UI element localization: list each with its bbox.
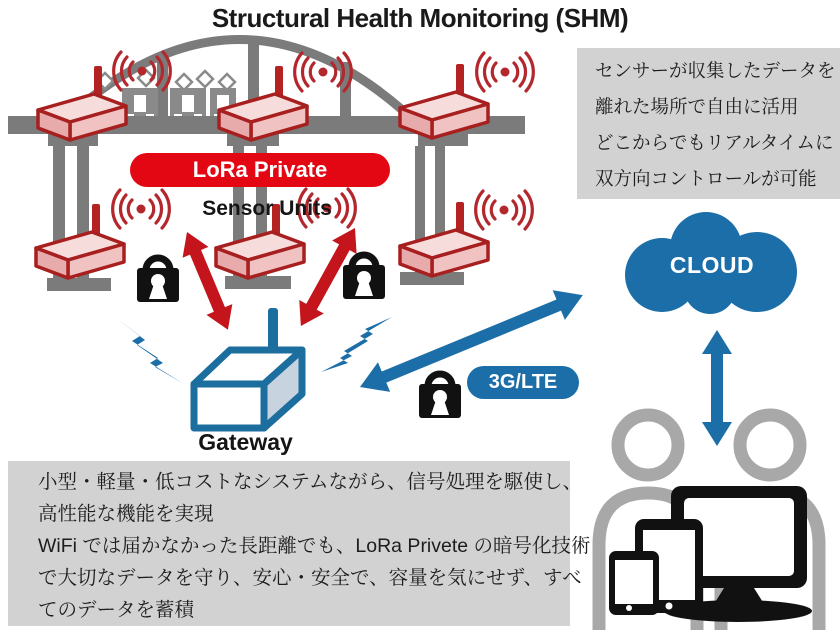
lightning-bolt-icon [116, 318, 184, 384]
lora-private-badge: LoRa Private [130, 153, 390, 187]
lock-icon [137, 258, 179, 302]
phone-icon [609, 551, 659, 615]
textbox-line: で大切なデータを守り、安心・安全で、容量を気にせず、すべ [38, 567, 582, 589]
gateway-label: Gateway [198, 429, 293, 455]
textbox-line: センサーが収集したデータを [595, 60, 836, 81]
textbox-line: 双方向コントロールが可能 [595, 168, 817, 189]
wifi-icon [113, 190, 170, 228]
textbox-line: 高性能な機能を実現 [38, 503, 214, 525]
lightning-bolt-icon [321, 317, 392, 372]
textbox-line: WiFi では届かなかった長距離でも、LoRa Privete の暗号化技術 [38, 535, 591, 557]
wifi-icon [477, 53, 534, 91]
wifi-icon [476, 191, 533, 229]
network-3g-lte-badge: 3G/LTE [467, 366, 579, 399]
lock-icon [419, 374, 461, 418]
textbox-line: てのデータを蓄積 [38, 599, 195, 621]
gateway-box [194, 308, 302, 428]
page-title: Structural Health Monitoring (SHM) [211, 3, 629, 33]
textbox-line: どこからでもリアルタイムに [595, 132, 834, 153]
textbox-line: 小型・軽量・低コストなシステムながら、信号処理を駆使し、 [38, 471, 583, 493]
blue-double-arrow-cloud-users [702, 330, 732, 446]
textbox-line: 離れた場所で自由に活用 [595, 96, 799, 117]
lock-icon [343, 255, 385, 299]
system-features-textbox [8, 461, 591, 626]
cloud-label: CLOUD [669, 252, 755, 278]
sensor-unit-top-right [400, 64, 488, 138]
sensor-units-label: Sensor Units [202, 197, 332, 220]
cloud-benefits-textbox [577, 48, 840, 199]
